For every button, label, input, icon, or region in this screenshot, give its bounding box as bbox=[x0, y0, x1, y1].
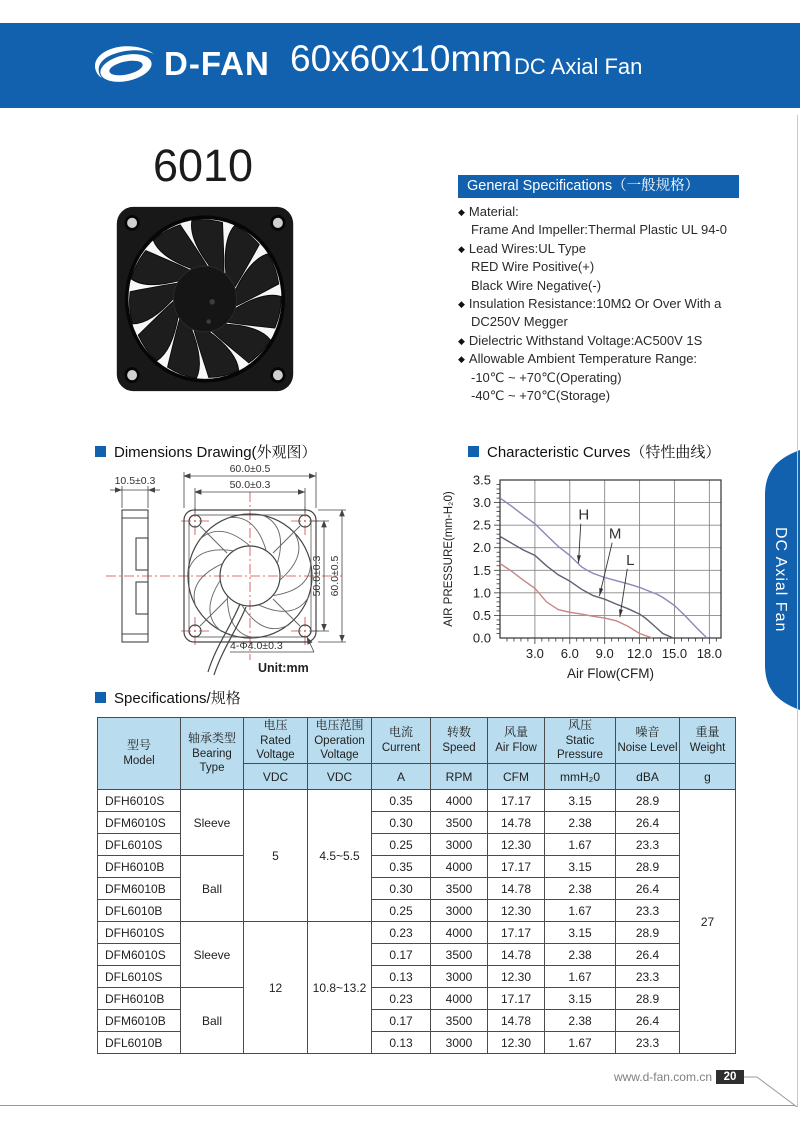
unit-header: RPM bbox=[431, 764, 488, 790]
brand-swoosh-icon bbox=[90, 42, 158, 90]
table-cell: 2.38 bbox=[545, 812, 616, 834]
table-row bbox=[98, 988, 736, 1010]
column-header: 重量 Weight bbox=[680, 718, 736, 764]
table-cell: 17.17 bbox=[488, 922, 545, 944]
product-model-number: 6010 bbox=[152, 140, 254, 191]
dimensions-section-label: Dimensions Drawing(外观图） bbox=[114, 444, 317, 461]
general-specs-title: General Specifications（一般规格） bbox=[458, 175, 739, 198]
y-tick-label: 1.0 bbox=[472, 585, 491, 601]
table-row bbox=[98, 856, 736, 878]
column-header: 转数 Speed bbox=[431, 718, 488, 764]
dim-holes: 4-Φ4.0±0.3 bbox=[230, 640, 283, 652]
table-cell: 23.3 bbox=[616, 966, 680, 988]
blue-square-icon bbox=[95, 692, 106, 703]
mounting-hole bbox=[272, 369, 285, 382]
general-specs-list bbox=[458, 203, 793, 405]
table-cell: 17.17 bbox=[488, 856, 545, 878]
table-cell: 4000 bbox=[431, 988, 488, 1010]
table-cell: 4000 bbox=[431, 922, 488, 944]
table-cell: 14.78 bbox=[488, 878, 545, 900]
y-tick-label: 1.5 bbox=[472, 562, 491, 578]
column-header: 噪音 Noise Level bbox=[616, 718, 680, 764]
table-cell: 28.9 bbox=[616, 790, 680, 812]
table-cell: DFL6010B bbox=[98, 1032, 181, 1054]
dimensions-section-title bbox=[95, 441, 317, 462]
table-cell: 26.4 bbox=[616, 812, 680, 834]
spec-line: Frame And Impeller:Thermal Plastic UL 94-0 bbox=[471, 222, 728, 238]
dim-unit: Unit:mm bbox=[258, 661, 309, 675]
table-cell: 12.30 bbox=[488, 966, 545, 988]
column-header: 轴承类型 Bearing Type bbox=[181, 718, 244, 790]
table-cell: 0.23 bbox=[372, 988, 431, 1010]
unit-header: VDC bbox=[308, 764, 372, 790]
x-tick-label: 3.0 bbox=[525, 646, 544, 661]
table-cell: DFH6010S bbox=[98, 790, 181, 812]
unit-header: dBA bbox=[616, 764, 680, 790]
table-cell: DFH6010S bbox=[98, 922, 181, 944]
dim-side-width: 10.5±0.3 bbox=[114, 475, 156, 487]
diamond-bullet-icon: ◆ bbox=[458, 335, 465, 346]
table-cell: DFM6010S bbox=[98, 812, 181, 834]
curve-M bbox=[500, 536, 673, 638]
y-tick-label: 0.5 bbox=[472, 607, 491, 623]
dim-hole-pitch-h: 50.0±0.3 bbox=[229, 479, 271, 491]
table-cell: 1.67 bbox=[545, 834, 616, 856]
unit-header: A bbox=[372, 764, 431, 790]
x-axis-title: Air Flow(CFM) bbox=[567, 666, 654, 681]
table-cell: 28.9 bbox=[616, 922, 680, 944]
curve-label-L: L bbox=[626, 551, 635, 569]
fan-product-image bbox=[115, 205, 295, 393]
footer-rule bbox=[0, 1105, 795, 1106]
impeller-blade-line bbox=[258, 590, 311, 618]
table-cell: 0.17 bbox=[372, 1010, 431, 1032]
table-cell: DFL6010S bbox=[98, 834, 181, 856]
unit-header: CFM bbox=[488, 764, 545, 790]
spec-line: ◆ Dielectric Withstand Voltage:AC500V 1S bbox=[458, 332, 703, 348]
table-cell: 5 bbox=[244, 790, 308, 922]
table-cell: 0.23 bbox=[372, 922, 431, 944]
spec-line: ◆ Insulation Resistance:10MΩ Or Over With a bbox=[458, 296, 722, 312]
table-cell: 3.15 bbox=[545, 856, 616, 878]
table-cell: 23.3 bbox=[616, 834, 680, 856]
table-cell: 3500 bbox=[431, 812, 488, 834]
table-cell: 0.25 bbox=[372, 900, 431, 922]
column-header: 电流 Current bbox=[372, 718, 431, 764]
table-cell: DFH6010B bbox=[98, 856, 181, 878]
table-cell: 2.38 bbox=[545, 1010, 616, 1032]
table-cell: Ball bbox=[181, 988, 244, 1054]
table-row bbox=[98, 922, 736, 944]
y-tick-label: 3.0 bbox=[472, 495, 491, 511]
table-cell: 3000 bbox=[431, 834, 488, 856]
spec-line: ◆ Allowable Ambient Temperature Range: bbox=[458, 351, 698, 367]
unit-header: VDC bbox=[244, 764, 308, 790]
table-cell: 0.35 bbox=[372, 790, 431, 812]
footer-page-number: 20 bbox=[716, 1070, 744, 1084]
spec-line: DC250V Megger bbox=[471, 314, 568, 330]
diamond-bullet-icon: ◆ bbox=[458, 207, 465, 217]
table-cell: 0.35 bbox=[372, 856, 431, 878]
column-header: 电压范围 Operation Voltage bbox=[308, 718, 372, 764]
table-cell: 12.30 bbox=[488, 900, 545, 922]
table-cell: 1.67 bbox=[545, 966, 616, 988]
column-header: 电压 Rated Voltage bbox=[244, 718, 308, 764]
unit-header: mmH₂0 bbox=[545, 764, 616, 790]
characteristic-curves-chart bbox=[440, 466, 740, 681]
table-cell: DFM6010B bbox=[98, 1010, 181, 1032]
curves-section-title bbox=[468, 441, 720, 462]
table-cell: 3500 bbox=[431, 944, 488, 966]
footer-corner-lines bbox=[740, 1065, 800, 1115]
table-cell: 3.15 bbox=[545, 790, 616, 812]
spec-line: -40℃ ~ +70℃(Storage) bbox=[471, 388, 611, 404]
table-cell: DFL6010B bbox=[98, 900, 181, 922]
page-edge-line bbox=[797, 115, 798, 1107]
table-cell: 14.78 bbox=[488, 944, 545, 966]
table-section-label: Specifications/规格 bbox=[114, 690, 241, 707]
curves-section-label: Characteristic Curves（特性曲线） bbox=[487, 444, 721, 461]
blue-square-icon bbox=[95, 446, 106, 457]
x-tick-label: 12.0 bbox=[626, 646, 653, 661]
table-cell: 0.25 bbox=[372, 834, 431, 856]
impeller-blade-line bbox=[206, 580, 228, 633]
table-row bbox=[98, 790, 736, 812]
dimensions-drawing bbox=[92, 460, 444, 688]
table-cell: 3000 bbox=[431, 966, 488, 988]
dim-hole-pitch-v: 50.0±0.3 bbox=[311, 555, 323, 597]
spec-line: RED Wire Positive(+) bbox=[471, 259, 595, 275]
table-cell: DFH6010B bbox=[98, 988, 181, 1010]
table-cell: 0.13 bbox=[372, 1032, 431, 1054]
table-cell: 4000 bbox=[431, 856, 488, 878]
table-cell: Ball bbox=[181, 856, 244, 922]
table-cell: 0.30 bbox=[372, 878, 431, 900]
x-tick-label: 6.0 bbox=[560, 646, 579, 661]
unit-header: g bbox=[680, 764, 736, 790]
table-cell: 3.15 bbox=[545, 988, 616, 1010]
table-cell: 14.78 bbox=[488, 812, 545, 834]
x-tick-label: 15.0 bbox=[661, 646, 688, 661]
spec-line: -10℃ ~ +70℃(Operating) bbox=[471, 369, 622, 385]
table-cell: 28.9 bbox=[616, 988, 680, 1010]
table-cell: 4000 bbox=[431, 790, 488, 812]
table-cell: DFL6010S bbox=[98, 966, 181, 988]
y-axis-title: AIR PRESSURE(mm-H₂0) bbox=[443, 491, 455, 627]
table-cell: 3500 bbox=[431, 878, 488, 900]
header-bar bbox=[0, 23, 800, 108]
table-cell: 1.67 bbox=[545, 900, 616, 922]
table-cell: Sleeve bbox=[181, 790, 244, 856]
table-cell: 12.30 bbox=[488, 834, 545, 856]
spec-line: ◆ Material: bbox=[458, 204, 519, 219]
brand-logo-text: D-FAN bbox=[164, 45, 270, 82]
blue-square-icon bbox=[468, 446, 479, 457]
table-cell: 14.78 bbox=[488, 1010, 545, 1032]
table-cell: 3500 bbox=[431, 1010, 488, 1032]
x-tick-label: 18.0 bbox=[696, 646, 723, 661]
table-cell: 12.30 bbox=[488, 1032, 545, 1054]
table-cell: 26.4 bbox=[616, 878, 680, 900]
spec-line: Black Wire Negative(-) bbox=[471, 277, 602, 293]
table-cell: DFM6010S bbox=[98, 944, 181, 966]
y-tick-label: 0.0 bbox=[472, 630, 491, 646]
table-cell: 23.3 bbox=[616, 900, 680, 922]
table-cell: 2.38 bbox=[545, 878, 616, 900]
table-cell: 2.38 bbox=[545, 944, 616, 966]
y-tick-label: 2.5 bbox=[472, 517, 491, 533]
diamond-bullet-icon: ◆ bbox=[458, 299, 465, 310]
side-tab-label: DC Axial Fan bbox=[772, 527, 789, 633]
footer-website: www.d-fan.com.cn bbox=[613, 1070, 712, 1084]
column-header: 型号 Model bbox=[98, 718, 181, 790]
table-cell: 23.3 bbox=[616, 1032, 680, 1054]
table-cell: 3.15 bbox=[545, 922, 616, 944]
table-cell: 28.9 bbox=[616, 856, 680, 878]
table-cell: 17.17 bbox=[488, 790, 545, 812]
table-cell: DFM6010B bbox=[98, 878, 181, 900]
dim-outer-height: 60.0±0.5 bbox=[329, 555, 341, 597]
table-cell: Sleeve bbox=[181, 922, 244, 988]
specifications-table bbox=[97, 717, 736, 1054]
mounting-hole bbox=[126, 369, 139, 382]
y-tick-label: 2.0 bbox=[472, 540, 491, 556]
column-header: 风量 Air Flow bbox=[488, 718, 545, 764]
table-cell: 0.13 bbox=[372, 966, 431, 988]
y-tick-label: 3.5 bbox=[472, 472, 491, 488]
diamond-bullet-icon: ◆ bbox=[458, 354, 465, 365]
table-cell: 12 bbox=[244, 922, 308, 1054]
curve-H bbox=[500, 498, 707, 638]
table-cell: 26.4 bbox=[616, 1010, 680, 1032]
table-cell: 0.17 bbox=[372, 944, 431, 966]
mounting-hole bbox=[126, 216, 139, 229]
table-cell: 26.4 bbox=[616, 944, 680, 966]
spec-line: ◆ Lead Wires:UL Type bbox=[458, 240, 586, 256]
impeller-blade-line bbox=[199, 531, 250, 546]
diamond-bullet-icon: ◆ bbox=[458, 243, 465, 254]
table-section-title bbox=[95, 687, 241, 708]
dim-outer-width: 60.0±0.5 bbox=[229, 463, 271, 475]
table-cell: 0.30 bbox=[372, 812, 431, 834]
table-cell: 10.8~13.2 bbox=[308, 922, 372, 1054]
table-cell: 17.17 bbox=[488, 988, 545, 1010]
mounting-hole bbox=[272, 216, 285, 229]
table-cell: 4.5~5.5 bbox=[308, 790, 372, 922]
page-title: 60x60x10mm bbox=[290, 38, 513, 79]
x-tick-label: 9.0 bbox=[595, 646, 614, 661]
page-subtitle: DC Axial Fan bbox=[514, 54, 643, 79]
curve-L bbox=[500, 564, 652, 639]
table-cell: 3000 bbox=[431, 900, 488, 922]
curve-label-M: M bbox=[608, 525, 622, 543]
table-cell: 3000 bbox=[431, 1032, 488, 1054]
table-cell: 1.67 bbox=[545, 1032, 616, 1054]
column-header: 风压 Static Pressure bbox=[545, 718, 616, 764]
curve-label-H: H bbox=[578, 506, 590, 524]
table-cell: 27 bbox=[680, 790, 736, 1054]
